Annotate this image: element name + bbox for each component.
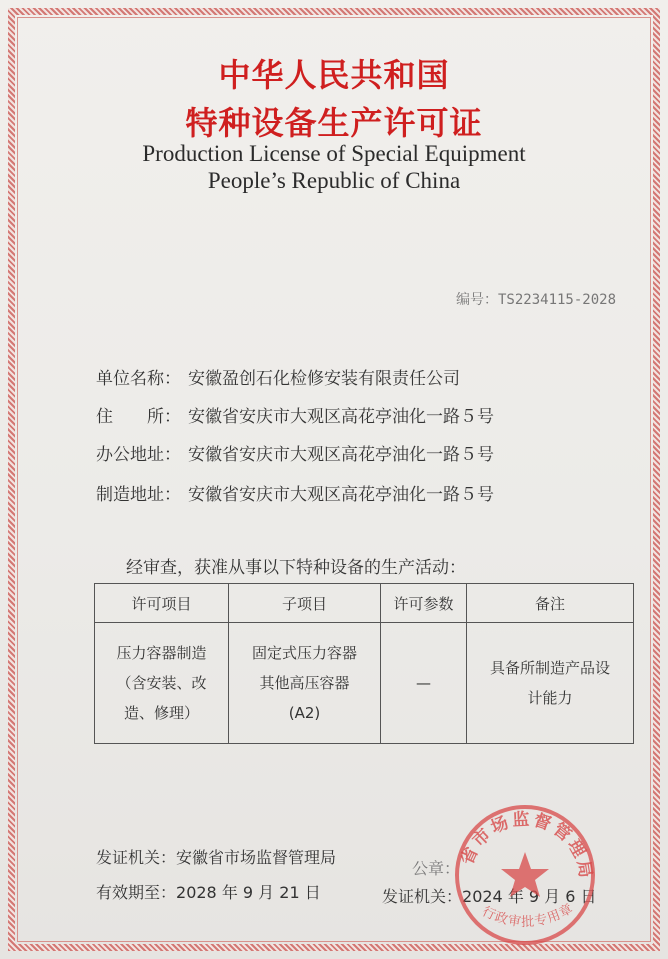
issuer-label: 发证机关： — [96, 848, 177, 867]
cell-sub-item — [229, 623, 381, 744]
permit-item-line: 压力容器制造 — [116, 644, 207, 662]
sub-item-line: (A2) — [288, 704, 321, 722]
title-cn-line2: 特种设备生产许可证 — [185, 104, 483, 142]
valid-until-row — [96, 880, 321, 903]
seal-sub-text: 行政审批专用章 — [479, 901, 577, 931]
sub-item-line: 固定式压力容器 — [251, 644, 357, 662]
office-value: 安徽省安庆市大观区高花亭油化一路５号 — [188, 445, 494, 465]
table-row — [95, 623, 634, 744]
official-seal-stamp — [450, 800, 600, 950]
residence-label: 住 所： — [96, 407, 181, 427]
remarks-line: 计能力 — [527, 689, 573, 707]
seal-label: 公章： — [412, 859, 461, 878]
table-header-row — [95, 584, 634, 623]
remarks-line: 具备所制造产品设 — [489, 659, 610, 677]
permit-item-line: （含安装、改 — [116, 674, 207, 692]
cell-permit-item — [95, 623, 229, 744]
header-remarks: 备注 — [467, 584, 634, 623]
seal-text: 省市场监督管理局 — [457, 809, 596, 882]
unit-label: 单位名称： — [96, 369, 181, 389]
info-manufacture — [96, 480, 494, 505]
permit-item-line: 造、修理） — [123, 704, 199, 722]
svg-text:行政审批专用章 — [480, 900, 577, 930]
permit-intro: 经审查，获准从事以下特种设备的生产活动： — [126, 558, 466, 578]
info-unit — [96, 364, 460, 389]
title-en-line2: People’s Republic of China — [207, 168, 461, 193]
sub-item-line: 其他高压容器 — [259, 674, 350, 692]
cell-permit-param: — — [381, 623, 467, 744]
title-cn-line1: 中华人民共和国 — [218, 56, 450, 94]
permit-table — [94, 583, 634, 744]
residence-value: 安徽省安庆市大观区高花亭油化一路５号 — [188, 407, 494, 427]
issuer-value: 安徽省市场监督管理局 — [176, 848, 337, 867]
valid-label: 有效期至： — [96, 883, 177, 902]
office-label: 办公地址： — [96, 445, 181, 465]
info-residence — [96, 402, 494, 427]
title-en-line1: Production License of Special Equipment — [142, 141, 526, 166]
valid-value: 2028 年 9 月 21 日 — [176, 883, 321, 902]
license-number: 编号：TS2234115-2028 — [456, 292, 617, 308]
cell-remarks — [467, 623, 634, 744]
header-sub-item: 子项目 — [229, 584, 381, 623]
issuer-row — [96, 845, 336, 868]
info-office — [96, 440, 494, 465]
header-permit-param: 许可参数 — [381, 584, 467, 623]
header-permit-item: 许可项目 — [95, 584, 229, 623]
unit-value: 安徽盈创石化检修安装有限责任公司 — [188, 369, 460, 389]
manufacture-label: 制造地址： — [96, 485, 181, 505]
manufacture-value: 安徽省安庆市大观区高花亭油化一路５号 — [188, 485, 494, 505]
issue-date-label: 发证机关： — [382, 887, 463, 906]
issue-date-value: 2024 年 9 月 6 日 — [462, 887, 597, 906]
